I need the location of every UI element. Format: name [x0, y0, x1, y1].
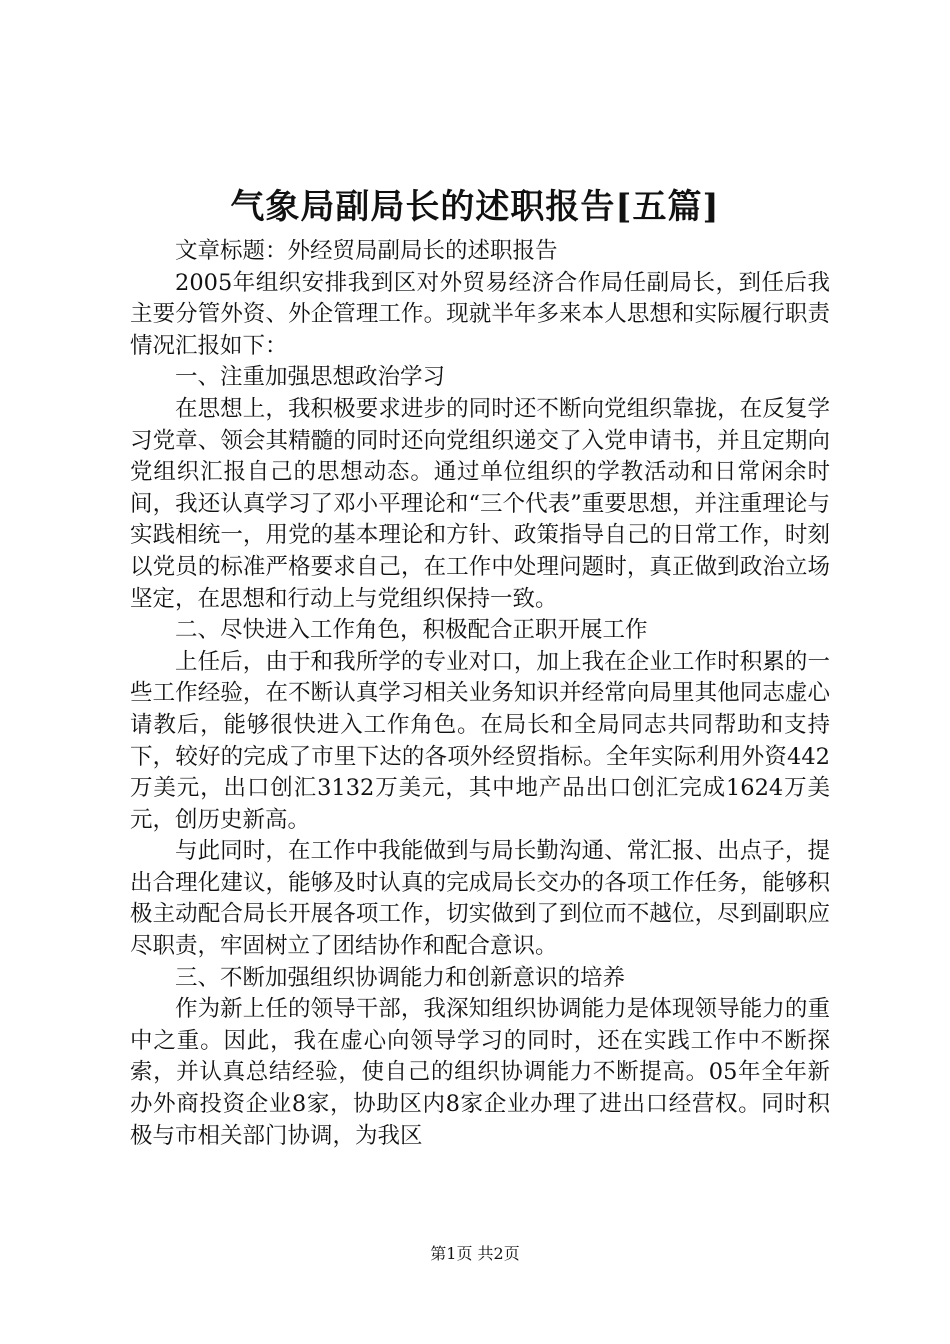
paragraph-work-role: 上任后，由于和我所学的专业对口，加上我在企业工作时积累的一些工作经验，在不断认真学习相关业务知识并经常向局里其他同志虚心请教后，能够很快进入工作角色。在局长和全局同志共同帮助和支持下，较好的完成了市里下达的各项外经贸指标。全年实际利用外资442万美元，出口创汇3132万美元，其中地产品出口创汇完成1624万美元，创历史新高。 [130, 648, 830, 833]
page-number-footer: 第1页 共2页 [430, 1244, 520, 1263]
paragraph-cooperation: 与此同时，在工作中我能做到与局长勤沟通、常汇报、出点子，提出合理化建议，能够及时认真的完成局长交办的各项工作任务，能够积极主动配合局长开展各项工作，切实做到了到位而不越位，尽到副职应尽职责，牢固树立了团结协作和配合意识。 [130, 838, 830, 960]
section-heading-2: 二、尽快进入工作角色，积极配合正职开展工作 [175, 617, 648, 644]
document-body [130, 236, 830, 1152]
paragraph-coordination: 作为新上任的领导干部，我深知组织协调能力是体现领导能力的重中之重。因此，我在虚心向领导学习的同时，还在实践工作中不断探索，并认真总结经验，使自己的组织协调能力不断提高。05年全年新办外商投资企业8家，协助区内8家企业办理了进出口经营权。同时积极与市相关部门协调，为我区 [130, 996, 830, 1149]
section-heading-1: 一、注重加强思想政治学习 [175, 364, 446, 391]
paragraph-intro: 2005年组织安排我到区对外贸易经济合作局任副局长，到任后我主要分管外资、外企管理工作。现就半年多来本人思想和实际履行职责情况汇报如下： [130, 269, 830, 359]
document-title: 气象局副局长的述职报告[五篇] [230, 187, 720, 227]
section-heading-3: 三、不断加强组织协调能力和创新意识的培养 [175, 964, 626, 991]
paragraph-article-heading: 文章标题：外经贸局副局长的述职报告 [175, 238, 558, 264]
paragraph-political-study: 在思想上，我积极要求进步的同时还不断向党组织靠拢，在反复学习党章、领会其精髓的同时还向党组织递交了入党申请书，并且定期向党组织汇报自己的思想动态。通过单位组织的学教活动和日常闲余时间，我还认真学习了邓小平理论和“三个代表”重要思想，并注重理论与实践相统一，用党的基本理论和方针、政策指导自己的日常工作，时刻以党员的标准严格要求自己，在工作中处理问题时，真正做到政治立场坚定，在思想和行动上与党组织保持一致。 [130, 395, 830, 612]
